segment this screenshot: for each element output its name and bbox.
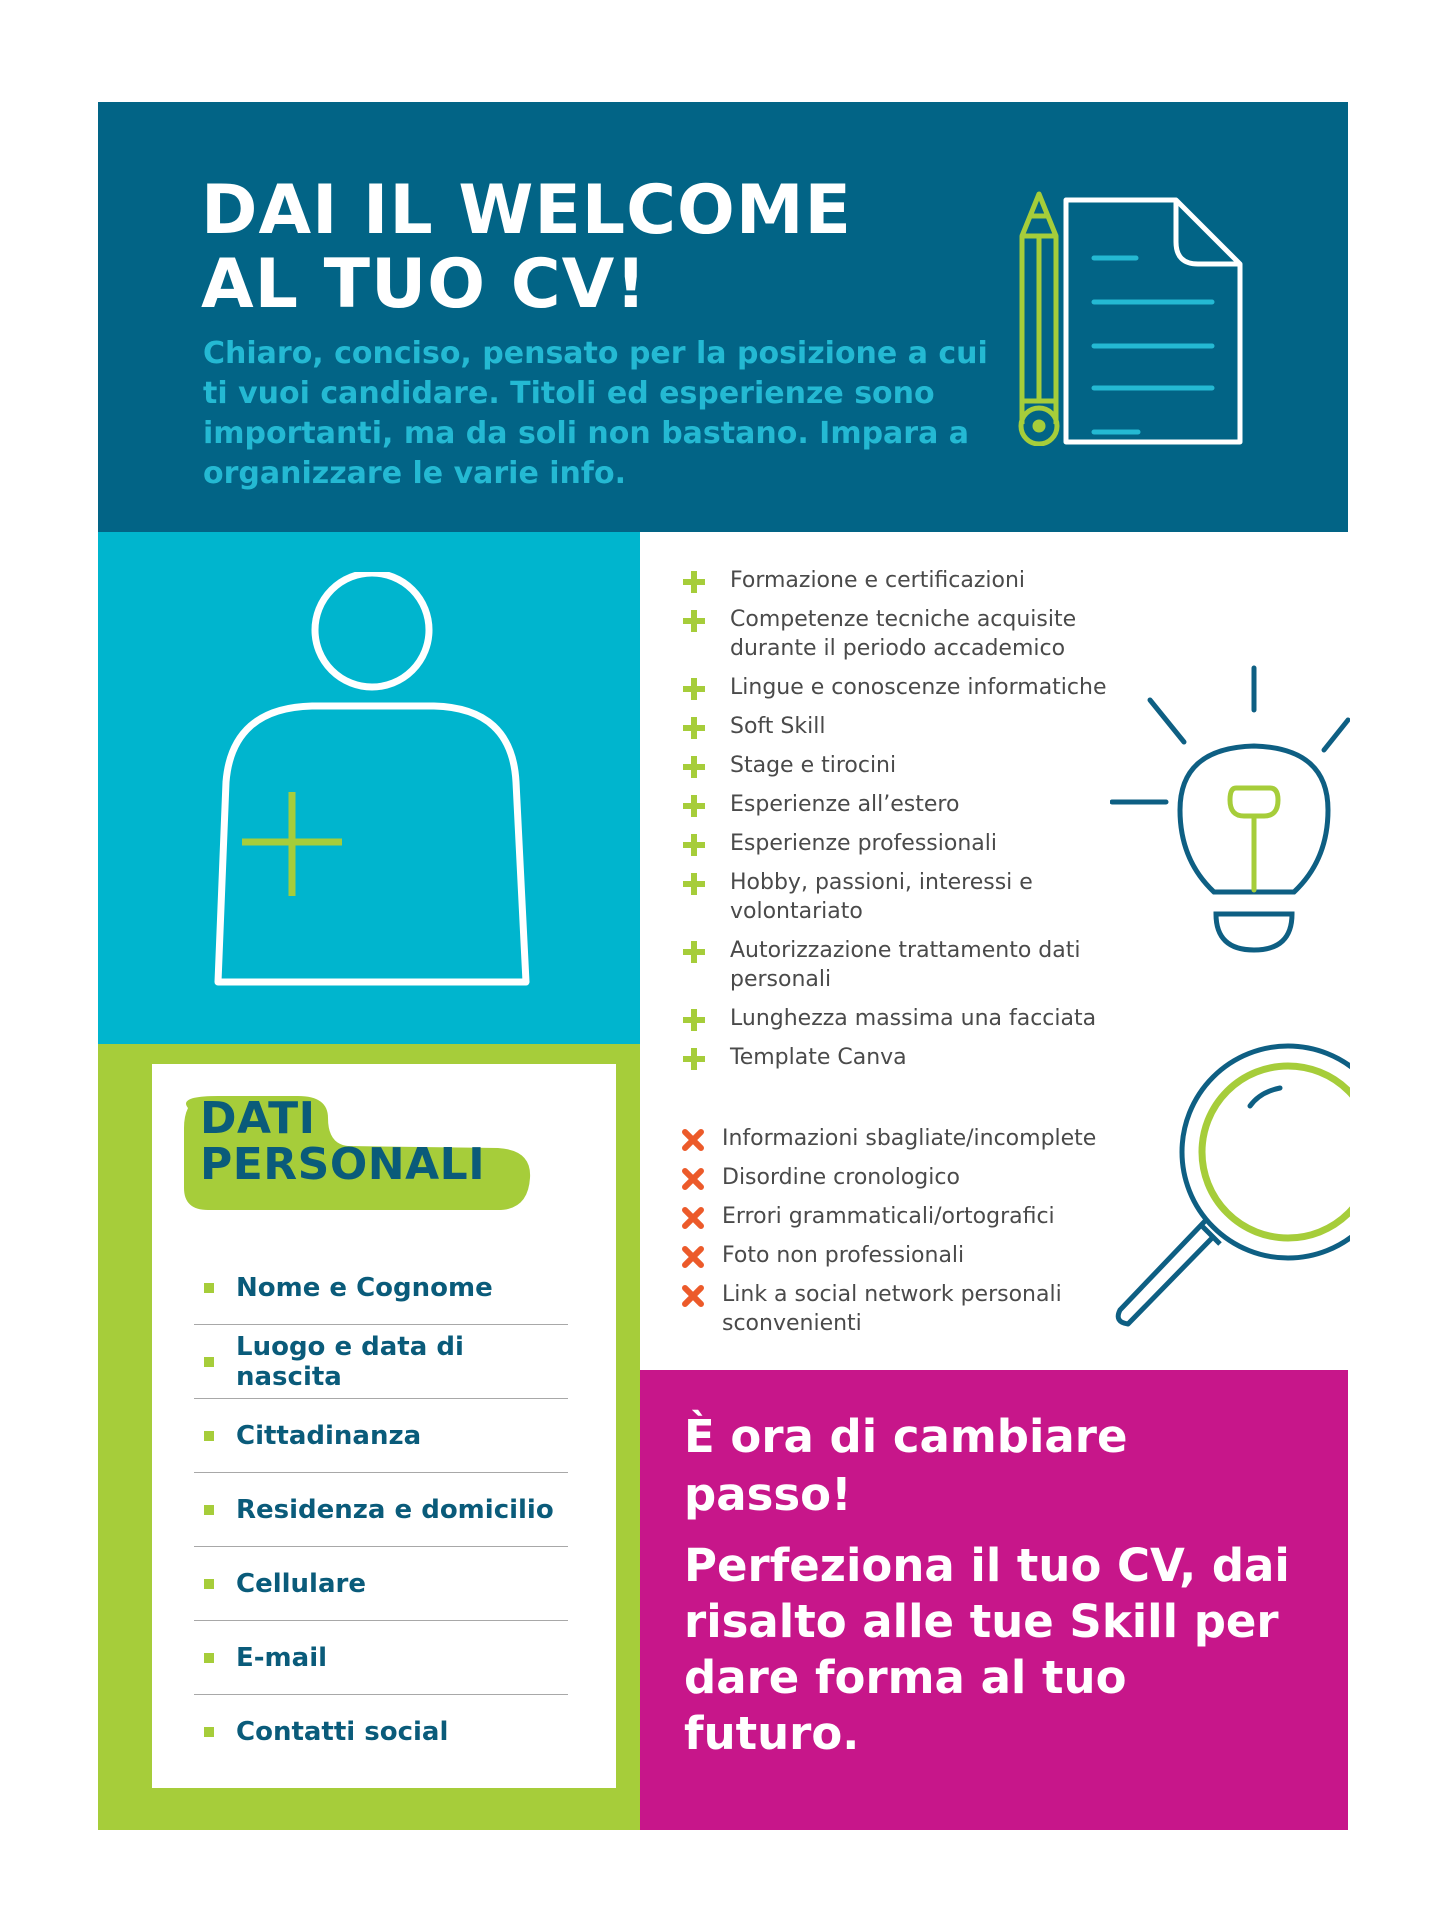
list-item: Cittadinanza: [194, 1400, 568, 1473]
bullet-icon: [204, 1579, 214, 1589]
plus-icon: [682, 1008, 706, 1032]
list-item: Foto non professionali: [680, 1241, 1120, 1270]
lightbulb-icon: [1110, 660, 1350, 960]
cross-icon: [682, 1285, 704, 1307]
cross-icon: [682, 1129, 704, 1151]
header-banner: [98, 102, 1348, 532]
plus-icon: [682, 794, 706, 818]
cross-icon: [682, 1246, 704, 1268]
dati-personali-title: DATI PERSONALI: [200, 1093, 486, 1190]
dati-personali-card: [152, 1064, 616, 1788]
list-item: Informazioni sbagliate/incomplete: [680, 1124, 1120, 1153]
list-item: Stage e tirocini: [680, 751, 1120, 780]
dont-list: [680, 1124, 1120, 1348]
list-item: Soft Skill: [680, 712, 1120, 741]
list-item: Disordine cronologico: [680, 1163, 1120, 1192]
dati-personali-list: [194, 1252, 568, 1769]
list-item: Esperienze professionali: [680, 829, 1120, 858]
bullet-icon: [204, 1505, 214, 1515]
plus-icon: [682, 716, 706, 740]
list-item: E-mail: [194, 1622, 568, 1695]
cross-icon: [682, 1207, 704, 1229]
bullet-icon: [204, 1431, 214, 1441]
bullet-icon: [204, 1357, 214, 1367]
person-panel: [98, 532, 640, 1044]
list-item: Competenze tecniche acquisite durante il periodo accademico: [680, 605, 1120, 663]
list-item: Cellulare: [194, 1548, 568, 1621]
list-item: Nome e Cognome: [194, 1252, 568, 1325]
document-icon: [988, 176, 1288, 446]
plus-icon: [682, 609, 706, 633]
page-title: DAI IL WELCOME AL TUO CV!: [201, 171, 852, 324]
list-item: Lingue e conoscenze informatiche: [680, 673, 1120, 702]
bullet-icon: [204, 1653, 214, 1663]
dati-personali-panel: [98, 1044, 640, 1830]
plus-icon: [682, 1047, 706, 1071]
bullet-icon: [204, 1283, 214, 1293]
plus-icon: [682, 570, 706, 594]
person-plus-icon: [208, 572, 538, 992]
call-to-action-panel: [640, 1370, 1348, 1830]
list-item: Contatti social: [194, 1696, 568, 1768]
list-item: Hobby, passioni, interessi e volontariato: [680, 868, 1120, 926]
page-subtitle: Chiaro, conciso, pensato per la posizione a cui ti vuoi candidare. Titoli ed esperienze sono importanti, ma da soli non bastano. Impara a organizzare le varie info.: [203, 336, 988, 491]
list-item: Esperienze all’estero: [680, 790, 1120, 819]
list-item: Autorizzazione trattamento dati personali: [680, 936, 1120, 994]
cross-icon: [682, 1168, 704, 1190]
plus-icon: [682, 755, 706, 779]
cta-headline: È ora di cambiare passo!: [684, 1410, 1128, 1521]
list-item: Lunghezza massima una facciata: [680, 1004, 1120, 1033]
plus-icon: [682, 872, 706, 896]
list-item: Luogo e data di nascita: [194, 1326, 568, 1399]
bullet-icon: [204, 1727, 214, 1737]
list-item: Residenza e domicilio: [194, 1474, 568, 1547]
list-item: Link a social network personali sconvenienti: [680, 1280, 1120, 1338]
cta-body: Perfeziona il tuo CV, dai risalto alle tue Skill per dare forma al tuo futuro.: [684, 1539, 1290, 1760]
list-item: Template Canva: [680, 1043, 1120, 1072]
plus-icon: [682, 833, 706, 857]
plus-icon: [682, 940, 706, 964]
list-item: Errori grammaticali/ortografici: [680, 1202, 1120, 1231]
plus-icon: [682, 677, 706, 701]
magnifier-icon: [1110, 1040, 1350, 1340]
do-list: [680, 566, 1120, 1082]
list-item: Formazione e certificazioni: [680, 566, 1120, 595]
pencil-icon: [1021, 194, 1057, 444]
